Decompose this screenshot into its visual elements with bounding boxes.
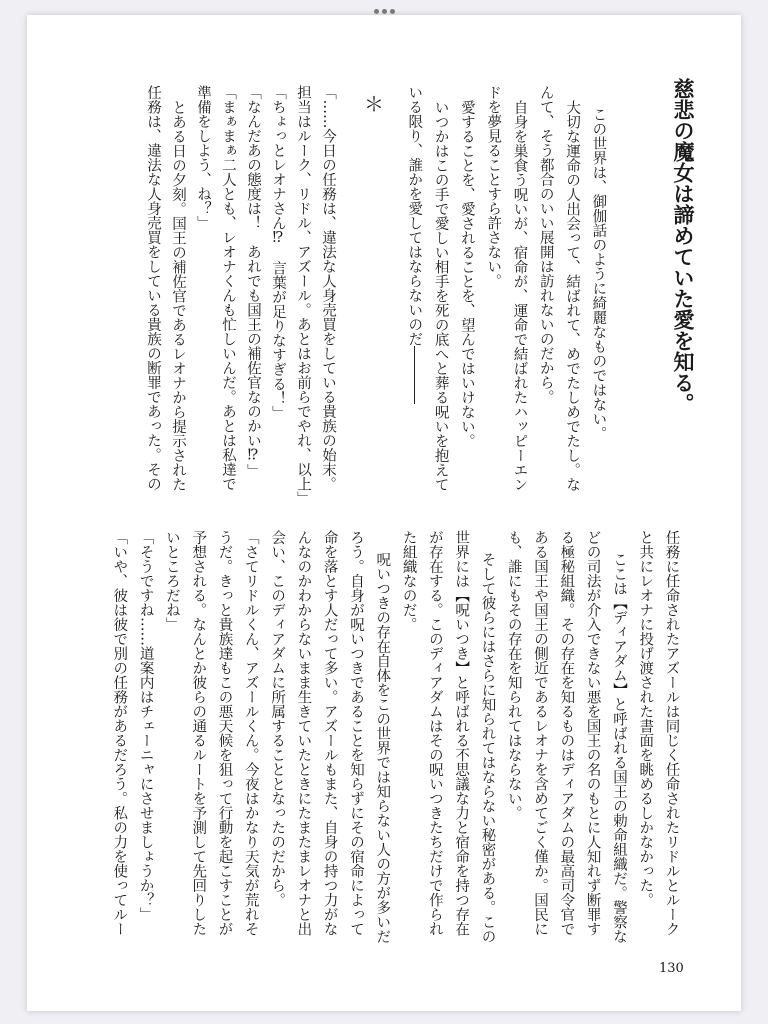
prologue-text (401, 85, 611, 491)
text-line: 「……今日の任務は、違法な人身売買をしている貴族の始末。 (320, 85, 336, 491)
text-line: そして彼らにはさらに知られてはならない秘密がある。この (479, 551, 496, 944)
text-line: ここは【ディアダム】と呼ばれる国王の勅命組織だ。警察な (610, 551, 627, 944)
text-line: た組織なのだ。 (400, 530, 417, 632)
text-line: 「なんだあの態度は！ あれでも国王の補佐官なのかい⁉」 (245, 85, 261, 478)
text-line: んなのかわからないまま生きていたときにたまたまレオナと出 (295, 530, 312, 936)
text-line: んて、そう都合のいい展開は訪れないのだから。 (537, 85, 554, 404)
text-line: ある国王や国王の側近であるレオナを含めてごく僅か。国民に (532, 530, 549, 936)
text-line: 担当はルーク、リドル、アズール。あとはお前らでやれ、以上」 (295, 85, 311, 506)
text-line: いところだね」 (163, 530, 180, 632)
text-line: ろう。自身が呪いつきであることを知らずにその宿命によって (347, 530, 364, 936)
text-line: 予想される。なんとか彼らの通るルートを予測して先回りした (190, 530, 207, 936)
text-line: と共にレオナに投げ渡された書面を眺めるしかなかった。 (637, 530, 654, 907)
text-line: 任務に任命されたアズールは同じく任命されたリドルとルーク (663, 530, 680, 936)
text-line: 呪いつきの存在自体をこの世界では知らない人の方が多いだ (374, 551, 391, 944)
more-options-handle-icon[interactable] (374, 9, 395, 14)
text-line: 「いや、彼は彼で別の任務があるだろう。私の力を使ってルー (111, 530, 128, 936)
text-line: も、誰にもその存在を知られてはならない。 (505, 530, 522, 820)
text-line: 愛することを、愛されることを、望んではいけない。 (458, 99, 475, 448)
text-line: 「さてリドルくん、アズールくん。今夜はかなり天気が荒れそ (242, 530, 259, 936)
text-line: 会い、このディアダムに所属することとなったのだから。 (269, 530, 286, 907)
text-line: この世界は、御伽話のように綺麗なものではない。 (590, 106, 607, 441)
dialogue-text (140, 85, 340, 506)
text-line: どの司法が介入できない悪を国王の名のもとに人知れず断罪す (584, 530, 601, 936)
text-line: いる限り、誰かを愛してはならないのだ―――― (406, 85, 423, 404)
text-line: うだ。きっと貴族達もこの悪天候を狙って行動を起こすことが (216, 530, 233, 936)
text-line: 準備をしよう、ね？」 (195, 85, 211, 230)
text-line: とある日の夕刻。国王の補佐官であるレオナから提示された (170, 99, 186, 491)
text-line: 「そうですね……道案内はチェーニャにさせましょうか？」 (137, 530, 154, 922)
chapter-title: 慈悲の魔女は諦めていた愛を知る。 (671, 78, 696, 414)
text-line: 任務は、違法な人身売買をしている貴族の断罪であった。その (145, 85, 161, 491)
page-number: 130 (659, 961, 684, 976)
text-line: 大切な運命の人出会って、結ばれて、めでたしめでたし。な (564, 99, 581, 491)
text-line: る極秘組織。その存在を知るものはディアダムの最高司令官で (558, 530, 575, 936)
body-text (106, 530, 685, 943)
text-line: ドを夢見ることすら許さない。 (485, 85, 502, 288)
text-line: いつかはこの手で愛しい相手を死の底へと葬る呪いを抱えて (432, 99, 449, 491)
text-line: が存在する。このディアダムはその呪いつきたちだけで作られ (426, 530, 443, 936)
text-line: 「まぁまぁ二人とも、レオナくんも忙しいんだ。あとは私達で (220, 85, 236, 491)
text-line: 命を落とす人だって多い。アズールもまた、自身の持つ力がな (321, 530, 338, 936)
text-line: 「ちょっとレオナさん⁉ 言葉が足りなすぎる！」 (270, 85, 286, 420)
text-line: 自身を巣食う呪いが、宿命が、運命で結ばれたハッピーエン (511, 99, 528, 491)
text-line: 世界には【呪いつき】と呼ばれる不思議な力と宿命を持つ存在 (453, 530, 470, 936)
section-separator: ＊ (364, 92, 384, 116)
